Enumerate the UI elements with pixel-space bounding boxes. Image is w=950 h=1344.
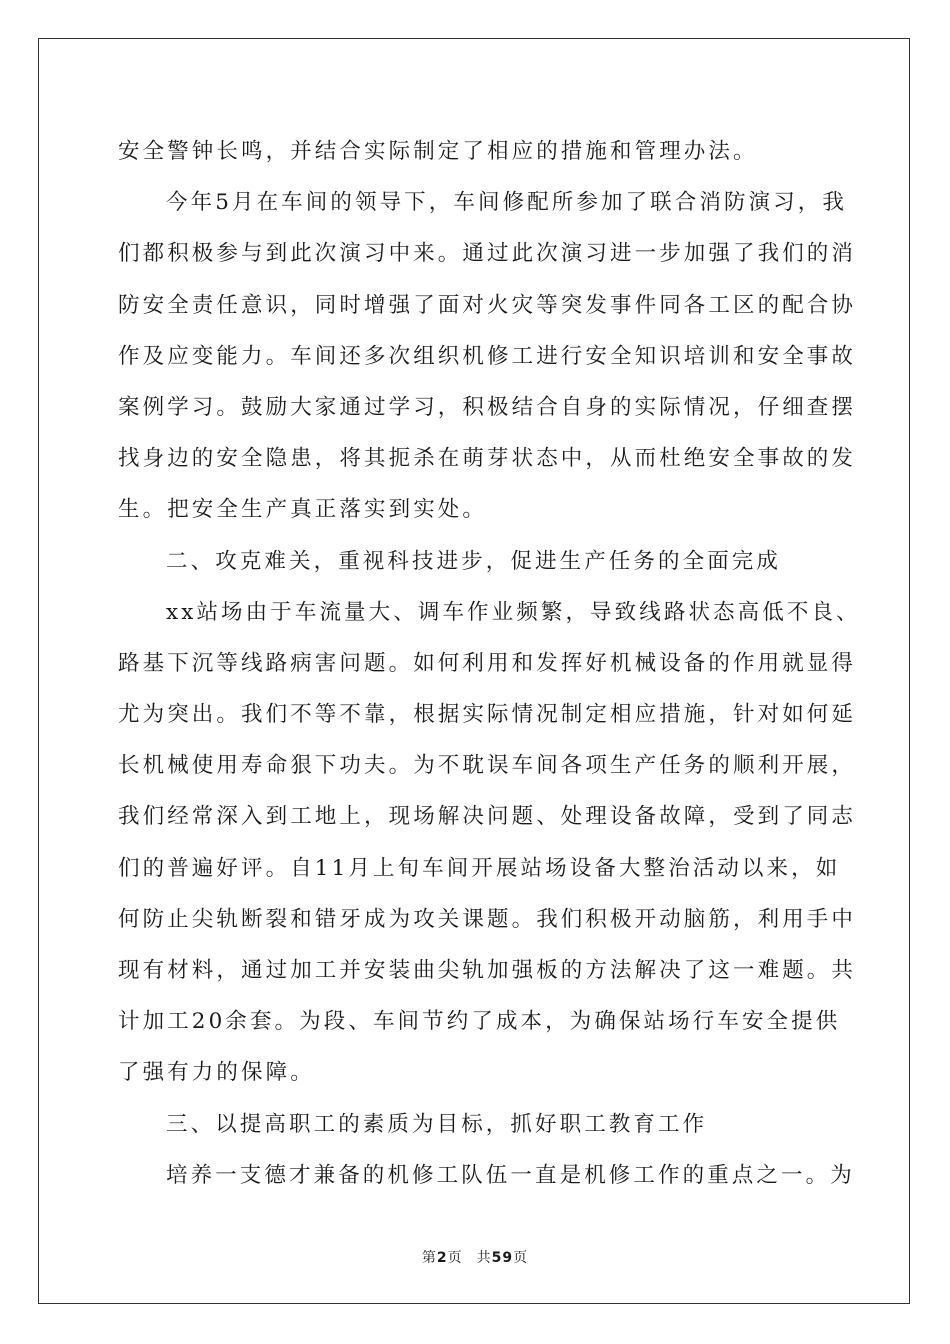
text-line: 安全警钟长鸣，并结合实际制定了相应的措施和管理办法。 [118, 139, 758, 164]
total-prefix: 共 [476, 1250, 492, 1266]
text-line: 路基下沉等线路病害问题。如何利用和发挥好机械设备的作用就显得 [118, 650, 857, 676]
text-line: 找身边的安全隐患，将其扼杀在萌芽状态中，从而杜绝安全事故的发 [118, 446, 857, 472]
paragraph-start-line: 今年5月在车间的领导下，车间修配所参加了联合消防演习，我 [166, 190, 847, 216]
total-pages: 59 [491, 1250, 514, 1266]
text-line: 我们经常深入到工地上，现场解决问题、处理设备故障，受到了同志 [118, 804, 857, 830]
text-line: 们的普遍好评。自11月上旬车间开展站场设备大整治活动以来，如 [118, 855, 841, 881]
text-line: 案例学习。鼓励大家通过学习，积极结合自身的实际情况，仔细查摆 [118, 394, 857, 420]
page-number: 2 [436, 1250, 448, 1266]
paragraph-start-line: xx站场由于车流量大、调车作业频繁，导致线路状态高低不良、 [166, 599, 861, 625]
text-line: 防安全责任意识，同时增强了面对火灾等突发事件同各工区的配合协 [118, 292, 857, 318]
paragraph-start-line: 培养一支德才兼备的机修工队伍一直是机修工作的重点之一。为 [166, 1162, 855, 1188]
text-line: 生。把安全生产真正落实到实处。 [118, 497, 488, 523]
page-suffix: 页 [447, 1250, 463, 1266]
page-prefix: 第 [421, 1250, 437, 1266]
text-line: 尤为突出。我们不等不靠，根据实际情况制定相应措施，针对如何延 [118, 702, 857, 728]
section-heading: 三、以提高职工的素质为目标，抓好职工教育工作 [166, 1111, 708, 1137]
page-footer [0, 1247, 950, 1267]
text-line: 何防止尖轨断裂和错牙成为攻关课题。我们积极开动脑筋，利用手中 [118, 906, 857, 932]
text-line: 现有材料，通过加工并安装曲尖轨加强板的方法解决了这一难题。共 [118, 958, 857, 983]
text-line: 计加工20余套。为段、车间节约了成本，为确保站场行车安全提供 [118, 1009, 841, 1035]
text-line: 长机械使用寿命狠下功夫。为不耽误车间各项生产任务的顺利开展， [118, 753, 857, 779]
section-heading: 二、攻克难关，重视科技进步，促进生产任务的全面完成 [166, 548, 782, 574]
document-body [118, 126, 861, 1201]
text-line: 作及应变能力。车间还多次组织机修工进行安全知识培训和安全事故 [118, 343, 857, 369]
total-suffix: 页 [513, 1250, 529, 1266]
text-line: 了强有力的保障。 [118, 1060, 315, 1086]
text-line: 们都积极参与到此次演习中来。通过此次演习进一步加强了我们的消 [118, 241, 857, 267]
